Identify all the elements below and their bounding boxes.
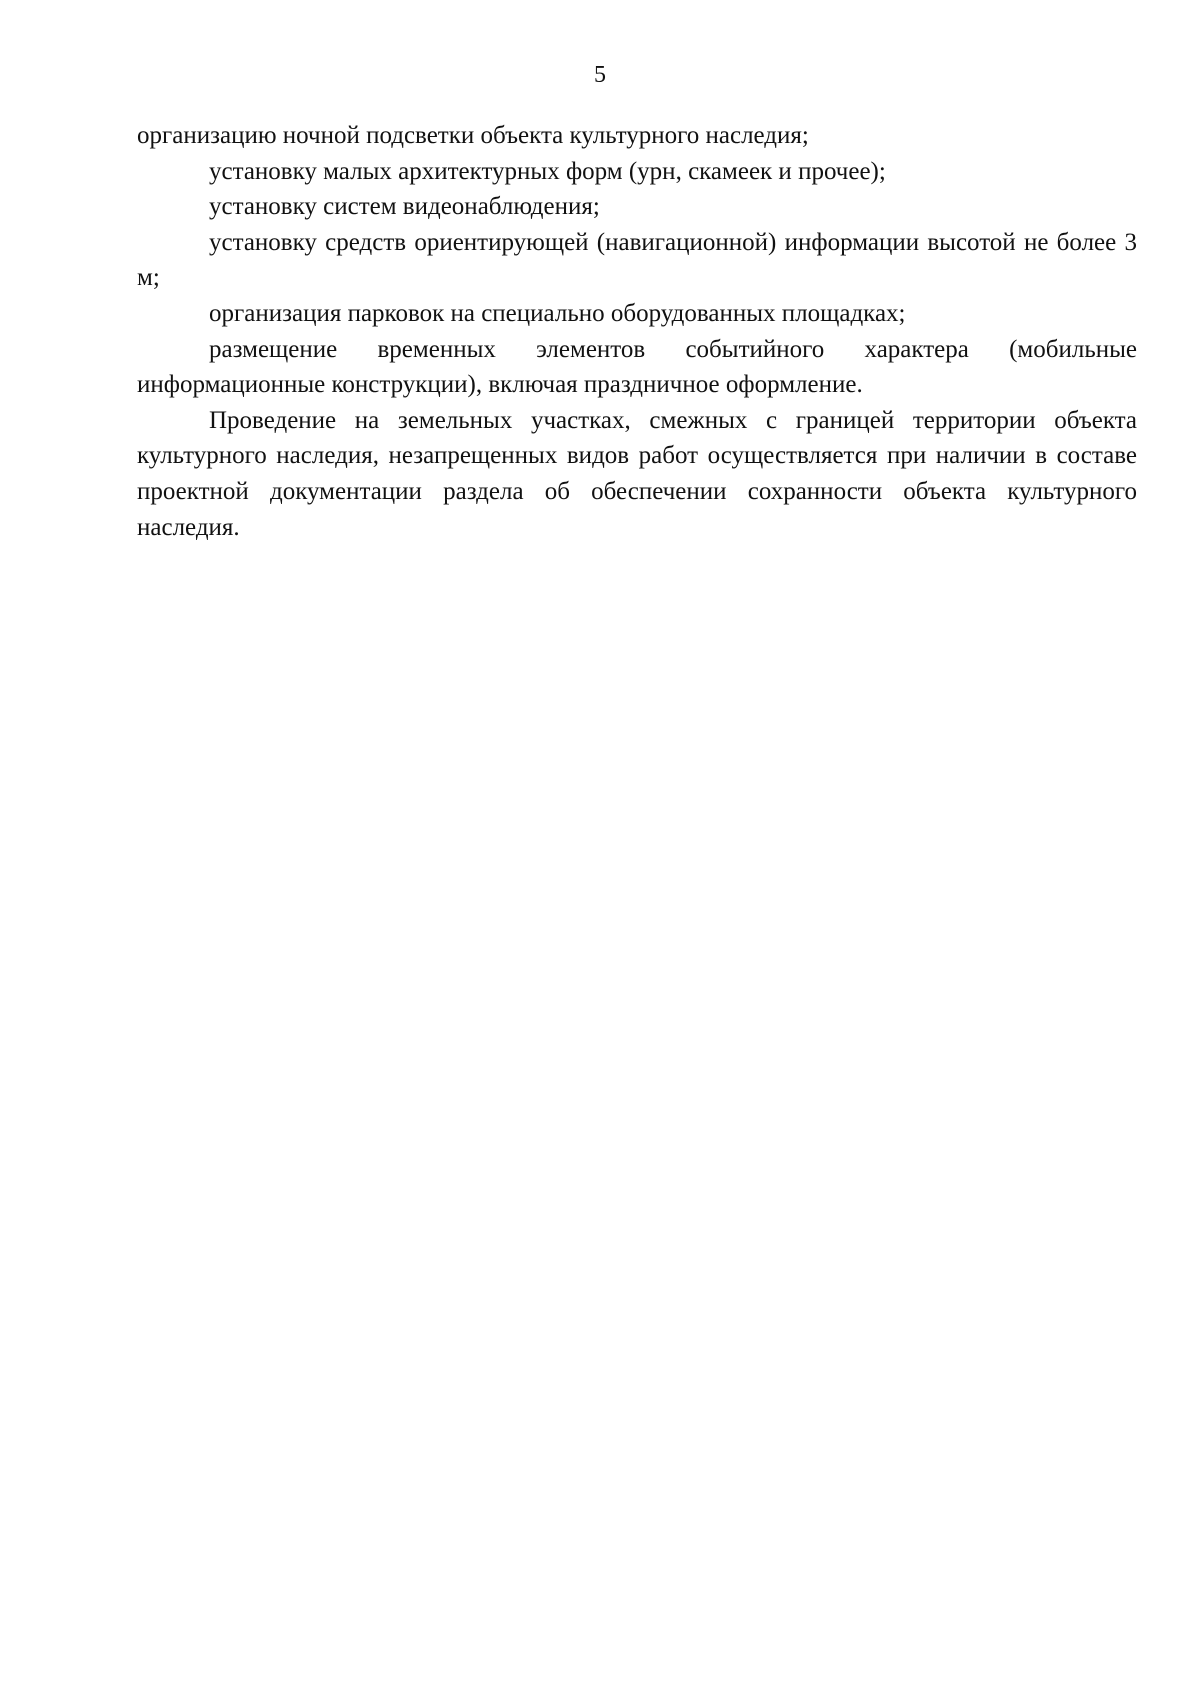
page-number: 5 xyxy=(594,62,606,88)
paragraph-navigation-info: установку средств ориентирующей (навигационной) информации высотой не более 3 м; xyxy=(137,228,1137,292)
paragraph-parking: организация парковок на специально оборудованных площадках; xyxy=(209,299,906,327)
paragraph-video-surveillance: установку систем видеонаблюдения; xyxy=(209,193,600,221)
paragraph-temporary-elements: размещение временных элементов событийного характера (мобильные информационные конструкции), включая праздничное оформление. xyxy=(137,335,1137,399)
paragraph-night-lighting: организацию ночной подсветки объекта культурного наследия; xyxy=(137,122,809,149)
paragraph-works-conditions: Проведение на земельных участках, смежных с границей территории объекта культурного наследия, незапрещенных видов работ осуществляется при наличии в составе проектной документации раздела об обеспечении сохранности объекта культурного наследия. xyxy=(137,406,1137,541)
paragraph-small-architectural-forms: установку малых архитектурных форм (урн, скамеек и прочее); xyxy=(209,157,886,185)
document-body xyxy=(137,118,1137,545)
